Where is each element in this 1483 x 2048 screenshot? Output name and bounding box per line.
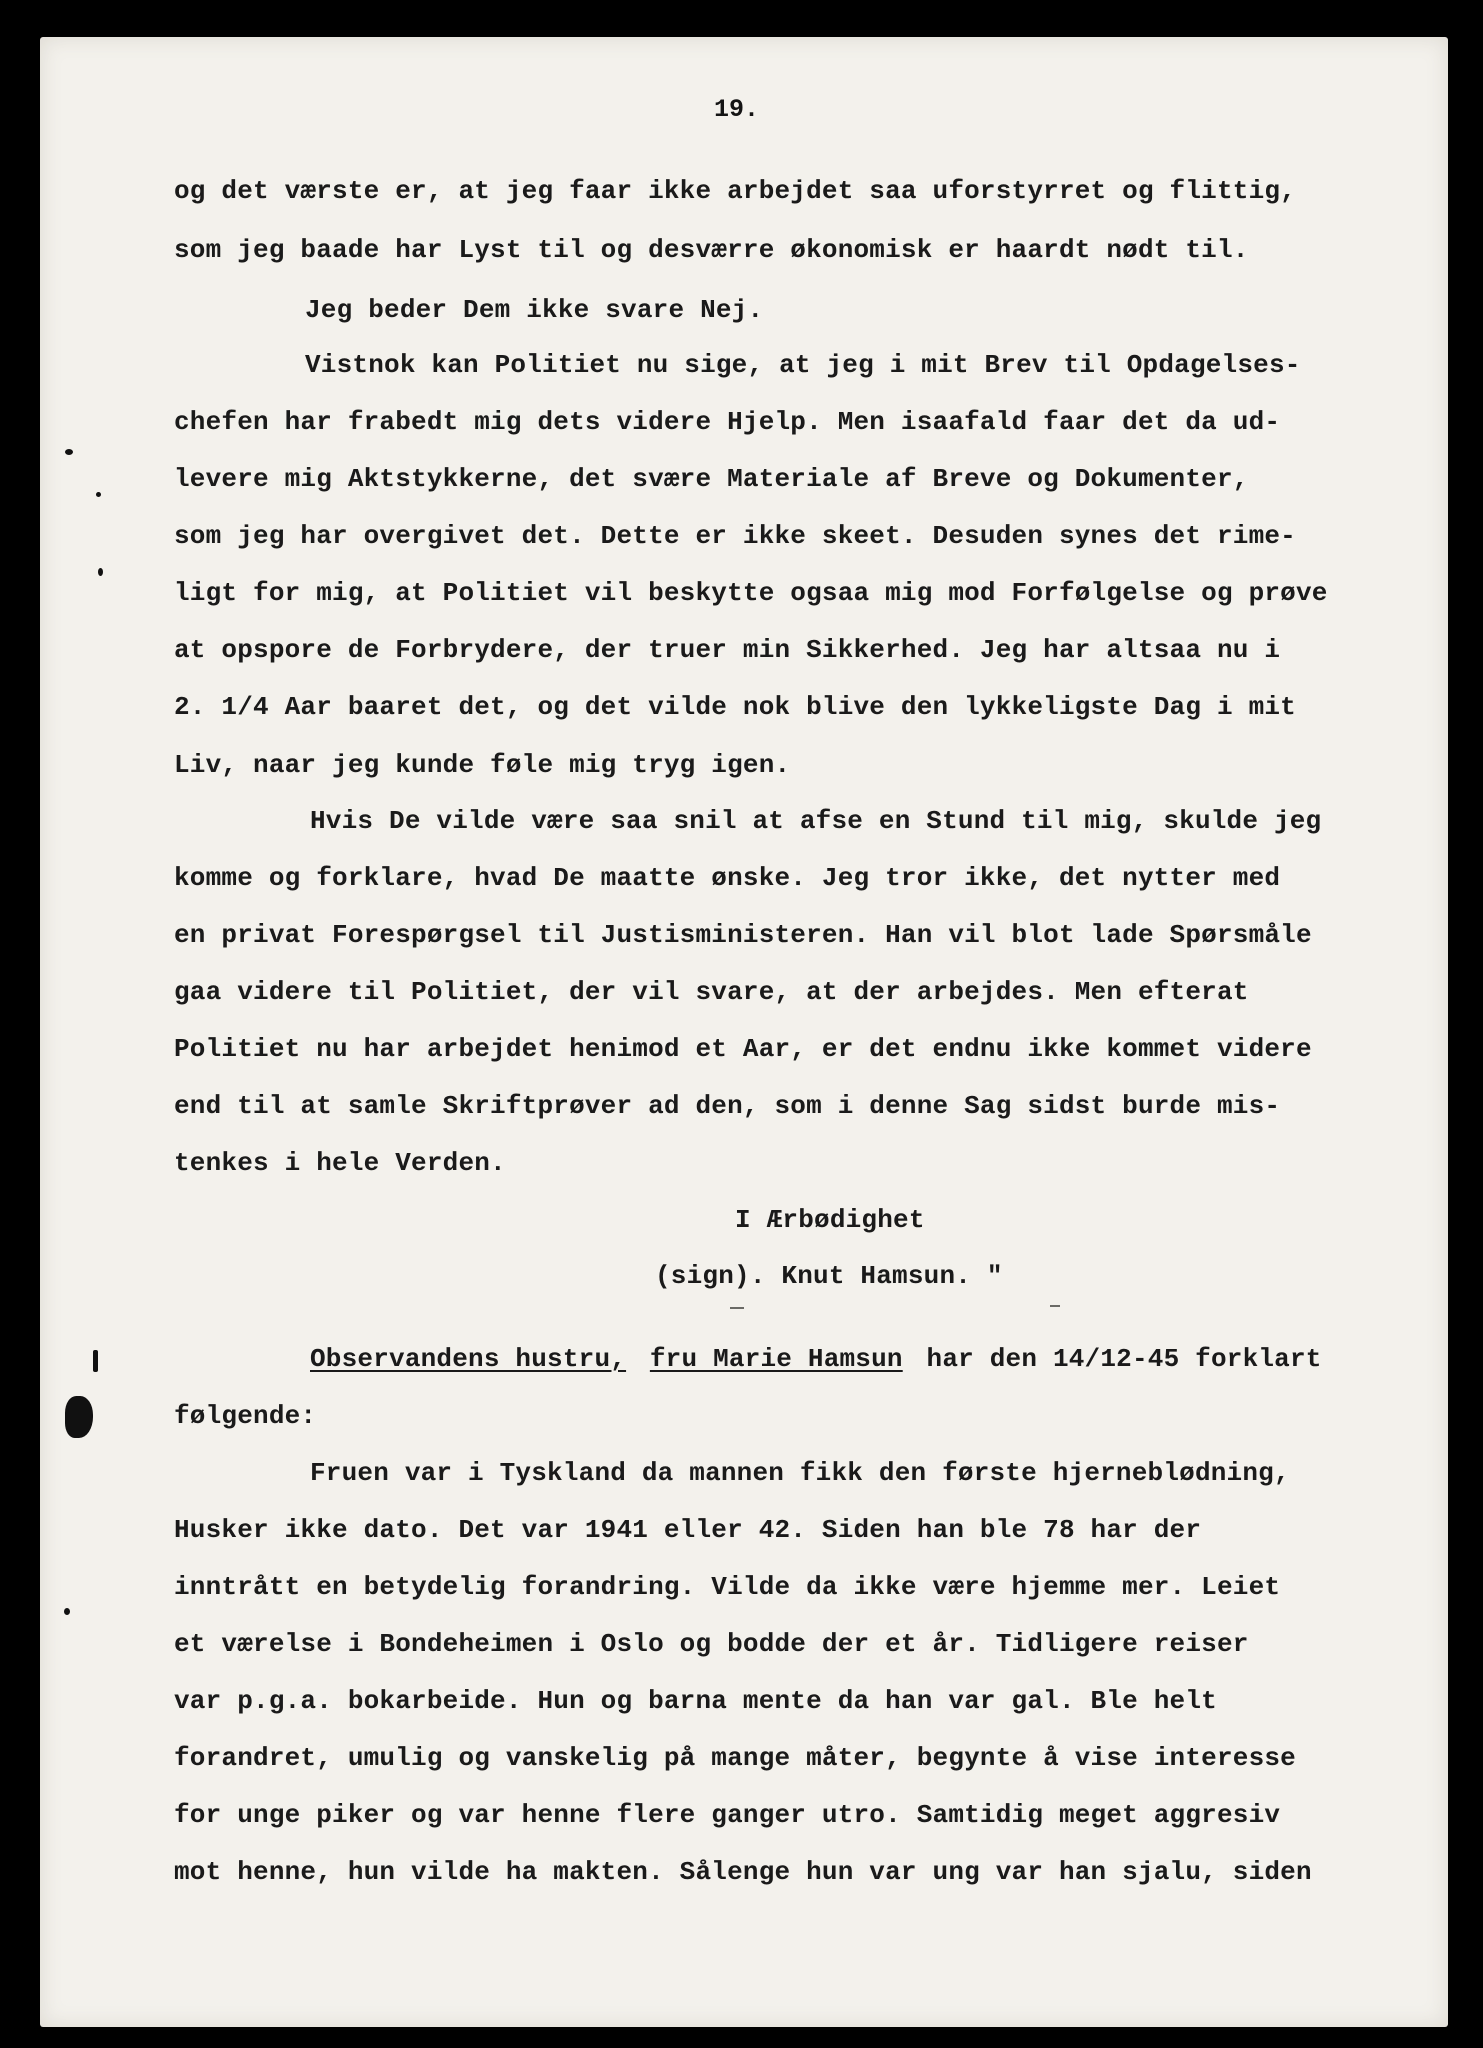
text-line: for unge piker og var henne flere ganger utro. Samtidig meget aggresiv [174,1800,1281,1830]
text-line: 2. 1/4 Aar baaret det, og det vilde nok blive den lykkeligste Dag i mit [174,692,1296,722]
text-line: som jeg har overgivet det. Dette er ikke skeet. Desuden synes det rime- [174,521,1296,551]
document-page [40,37,1448,2027]
text-line: gaa videre til Politiet, der vil svare, at der arbejdes. Men efterat [174,977,1249,1007]
text-line: en privat Forespørgsel til Justisministeren. Han vil blot lade Spørsmåle [174,920,1312,950]
text-line: at opspore de Forbrydere, der truer min Sikkerhed. Jeg har altsaa nu i [174,635,1281,665]
text-line: Vistnok kan Politiet nu sige, at jeg i mit Brev til Opdagelses- [305,350,1301,380]
text-line: og det værste er, at jeg faar ikke arbejdet saa uforstyrret og flittig, [174,176,1296,206]
section-heading [310,1346,1322,1372]
text-line: Jeg beder Dem ikke svare Nej. [305,295,764,325]
section-subject: Observandens hustru, [310,1344,627,1374]
text-line: tenkes i hele Verden. [174,1148,506,1178]
text-line: Husker ikke dato. Det var 1941 eller 42. Siden han ble 78 har der [174,1515,1202,1545]
text-line: Hvis De vilde være saa snil at afse en Stund til mig, skulde jeg [310,806,1322,836]
section-name: fru Marie Hamsun [649,1344,903,1374]
text-line: komme og forklare, hvad De maatte ønske. Jeg tror ikke, det nytter med [174,863,1281,893]
text-line: følgende: [174,1401,317,1431]
text-line: et værelse i Bondeheimen i Oslo og bodde der et år. Tidligere reiser [174,1629,1249,1659]
faint-mark [730,1307,744,1309]
text-line: Fruen var i Tyskland da mannen fikk den første hjerneblødning, [310,1458,1290,1488]
text-line: som jeg baade har Lyst til og desværre økonomisk er haardt nødt til. [174,235,1249,265]
page-number: 19. [714,95,760,124]
text-line: var p.g.a. bokarbeide. Hun og barna mente da han var gal. Ble helt [174,1686,1217,1716]
text-line: chefen har frabedt mig dets videre Hjelp. Men isaafald faar det da ud- [174,407,1281,437]
margin-mark [65,1396,93,1438]
text-line: end til at samle Skriftprøver ad den, som i denne Sag sidst burde mis- [174,1091,1281,1121]
text-line: Politiet nu har arbejdet henimod et Aar, er det endnu ikke kommet videre [174,1034,1312,1064]
text-line: levere mig Aktstykkerne, det svære Materiale af Breve og Dokumenter, [174,464,1249,494]
margin-mark [65,449,73,455]
text-line: forandret, umulig og vanskelig på mange måter, begynte å vise interesse [174,1743,1296,1773]
text-line: mot henne, hun vilde ha makten. Sålenge hun var ung var han sjalu, siden [174,1857,1312,1887]
faint-mark [1050,1305,1060,1307]
margin-mark [93,1350,98,1372]
closing-signature: (sign). Knut Hamsun. " [655,1261,1003,1291]
section-rest: har den 14/12-45 forklart [926,1344,1322,1374]
margin-mark [64,1608,70,1615]
margin-mark [96,492,101,497]
text-line: inntrått en betydelig forandring. Vilde da ikke være hjemme mer. Leiet [174,1572,1281,1602]
text-line: Liv, naar jeg kunde føle mig tryg igen. [174,750,791,780]
text-line: ligt for mig, at Politiet vil beskytte ogsaa mig mod Forfølgelse og prøve [174,578,1328,608]
margin-mark [98,568,103,576]
closing-salutation: I Ærbødighet [735,1205,925,1235]
